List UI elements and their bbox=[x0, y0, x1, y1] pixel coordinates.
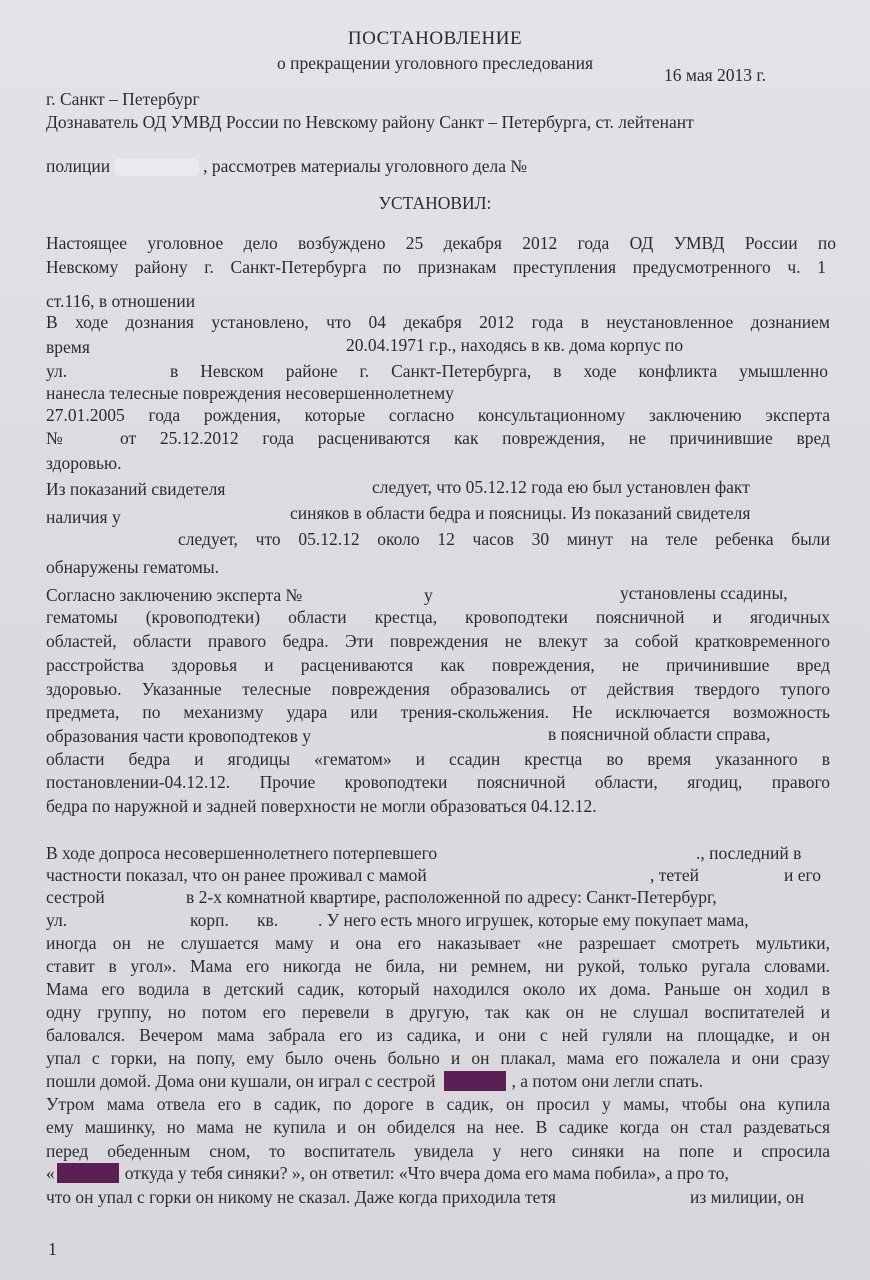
page-number: 1 bbox=[48, 1239, 57, 1259]
text-line: образования части кровоподтеков у bbox=[46, 726, 311, 746]
text-line: 27.01.2005 года рождения, которые согласно консультационному заключению эксперта bbox=[46, 405, 830, 425]
text-line: в Невском районе г. Санкт-Петербурга, в ходе конфликта умышленно bbox=[170, 361, 828, 381]
text-line: . У него есть много игрушек, которые ему покупает мама, bbox=[318, 910, 749, 930]
text-line: бедра по наружной и задней поверхности не могли образоваться 04.12.12. bbox=[46, 796, 597, 816]
text-line: установлены ссадины, bbox=[620, 583, 788, 603]
text-line: Настоящее уголовное дело возбуждено 25 декабря 2012 года ОД УМВД России по bbox=[46, 233, 836, 253]
text-line: , тетей bbox=[650, 865, 699, 885]
text-line: баловался. Вечером мама забрала его из садика, и они с ней гуляли на площадке, и он bbox=[46, 1025, 830, 1045]
text-line: предмета, по механизму удара или трения-скольжения. Не исключается возможность bbox=[46, 702, 830, 722]
text-line: областей, области правого бедра. Эти повреждения не влекут за собой кратковременного bbox=[46, 631, 830, 651]
text-line: Мама его водила в детский садик, который находился около их дома. Раньше он ходил в bbox=[46, 979, 830, 999]
intro-line-2: полиции , рассмотрев материалы уголовного дела № bbox=[46, 156, 528, 176]
text-line: из милиции, он bbox=[690, 1187, 805, 1207]
text-line: у bbox=[424, 585, 433, 605]
text-line: нанесла телесные повреждения несовершеннолетнему bbox=[46, 383, 454, 403]
text-line: ул. bbox=[46, 910, 68, 930]
text-line: кв. bbox=[257, 910, 279, 930]
text-line: Невскому району г. Санкт-Петербурга по признакам преступления предусмотренного ч. 1 bbox=[46, 257, 826, 277]
text-line: наличия у bbox=[46, 507, 121, 527]
text-line: что он упал с горки он никому не сказал. Даже когда приходила тетя bbox=[46, 1187, 556, 1207]
doc-title: ПОСТАНОВЛЕНИЕ bbox=[347, 28, 523, 49]
text-line: 20.04.1971 г.р., находясь в кв. дома корпус по bbox=[346, 335, 684, 355]
text-line: одну группу, но потом его перевели в другую, так как он не слушал воспитателей и bbox=[46, 1002, 830, 1022]
text-line: в 2-х комнатной квартире, расположенной по адресу: Санкт-Петербург, bbox=[186, 887, 717, 907]
text-line: следует, что 05.12.12 около 12 часов 30 минут на теле ребенка были bbox=[178, 529, 830, 549]
text-line: синяков в области бедра и поясницы. Из показаний свидетеля bbox=[290, 503, 751, 523]
text-line: ему машинку, но мама не купила и он обиделся на нее. В садике когда он стал раздеваться bbox=[46, 1117, 830, 1137]
text-line: в поясничной области справа, bbox=[548, 724, 771, 744]
text-line: и его bbox=[784, 865, 821, 885]
text-line: гематомы (кровоподтеки) области крестца, кровоподтеки поясничной и ягодичных bbox=[46, 607, 830, 627]
text-line: от 25.12.2012 года расцениваются как повреждения, не причинившие вред bbox=[120, 428, 830, 448]
text-line: частности показал, что он ранее проживал с мамой bbox=[46, 865, 427, 885]
text-line: обнаружены гематомы. bbox=[46, 557, 219, 577]
text-line: ул. bbox=[46, 361, 68, 381]
text-line: В ходе дознания установлено, что 04 декабря 2012 года в неустановленное дознанием bbox=[46, 312, 830, 332]
text-line: перед обеденным сном, то воспитатель увидела у него синяки на попе и спросила bbox=[46, 1141, 830, 1161]
text-line: иногда он не слушается маму и она его наказывает «не разрешает смотреть мультики, bbox=[46, 933, 830, 953]
text-line: « откуда у тебя синяки? », он ответил: «Что вчера дома его мама побила», а про то, bbox=[46, 1163, 729, 1183]
doc-subtitle: о прекращении уголовного преследования bbox=[276, 53, 594, 73]
text-line: Из показаний свидетеля bbox=[46, 479, 226, 499]
text-line: Согласно заключению эксперта № bbox=[46, 585, 303, 605]
text-line: ставит в угол». Мама его никогда не била, ни ремнем, ни рукой, только ругала словами. bbox=[46, 956, 830, 976]
text-line: ., последний в bbox=[696, 843, 802, 863]
text-line: № bbox=[46, 428, 63, 448]
text-line: здоровью. Указанные телесные повреждения образовались от действия твердого тупого bbox=[46, 679, 830, 699]
text-line: Утром мама отвела его в садик, по дороге в садик, он просил у мамы, чтобы она купила bbox=[46, 1094, 830, 1114]
text-line: сестрой bbox=[46, 887, 105, 907]
text-line: следует, что 05.12.12 года ею был установлен факт bbox=[372, 477, 750, 497]
text-line: здоровью. bbox=[46, 453, 122, 473]
doc-date: 16 мая 2013 г. bbox=[664, 65, 766, 85]
text-line: пошли домой. Дома они кушали, он играл с сестрой , а потом они легли спать. bbox=[46, 1071, 704, 1091]
redaction-mark bbox=[444, 1071, 506, 1091]
text-line: расстройства здоровья и расцениваются как повреждения, не причинившие вред bbox=[46, 655, 830, 675]
text-line: ст.116, в отношении bbox=[46, 291, 196, 311]
text-line: постановлении-04.12.12. Прочие кровоподтеки поясничной области, ягодиц, правого bbox=[46, 772, 830, 792]
text-line: упал с горки, на попу, ему было очень больно и он плакал, мама его пожалела и они сразу bbox=[46, 1048, 830, 1068]
text-line: корп. bbox=[190, 910, 229, 930]
text-line: В ходе допроса несовершеннолетнего потерпевшего bbox=[46, 843, 438, 863]
established-heading: УСТАНОВИЛ: bbox=[378, 193, 492, 213]
redaction-mark bbox=[57, 1163, 119, 1183]
intro-line-1: Дознаватель ОД УМВД России по Невскому району Санкт – Петербурга, ст. лейтенант bbox=[46, 112, 694, 132]
text-line: время bbox=[46, 337, 90, 357]
doc-city: г. Санкт – Петербург bbox=[46, 89, 200, 109]
text-line: области бедра и ягодицы «гематом» и ссадин крестца во время указанного в bbox=[46, 749, 830, 769]
